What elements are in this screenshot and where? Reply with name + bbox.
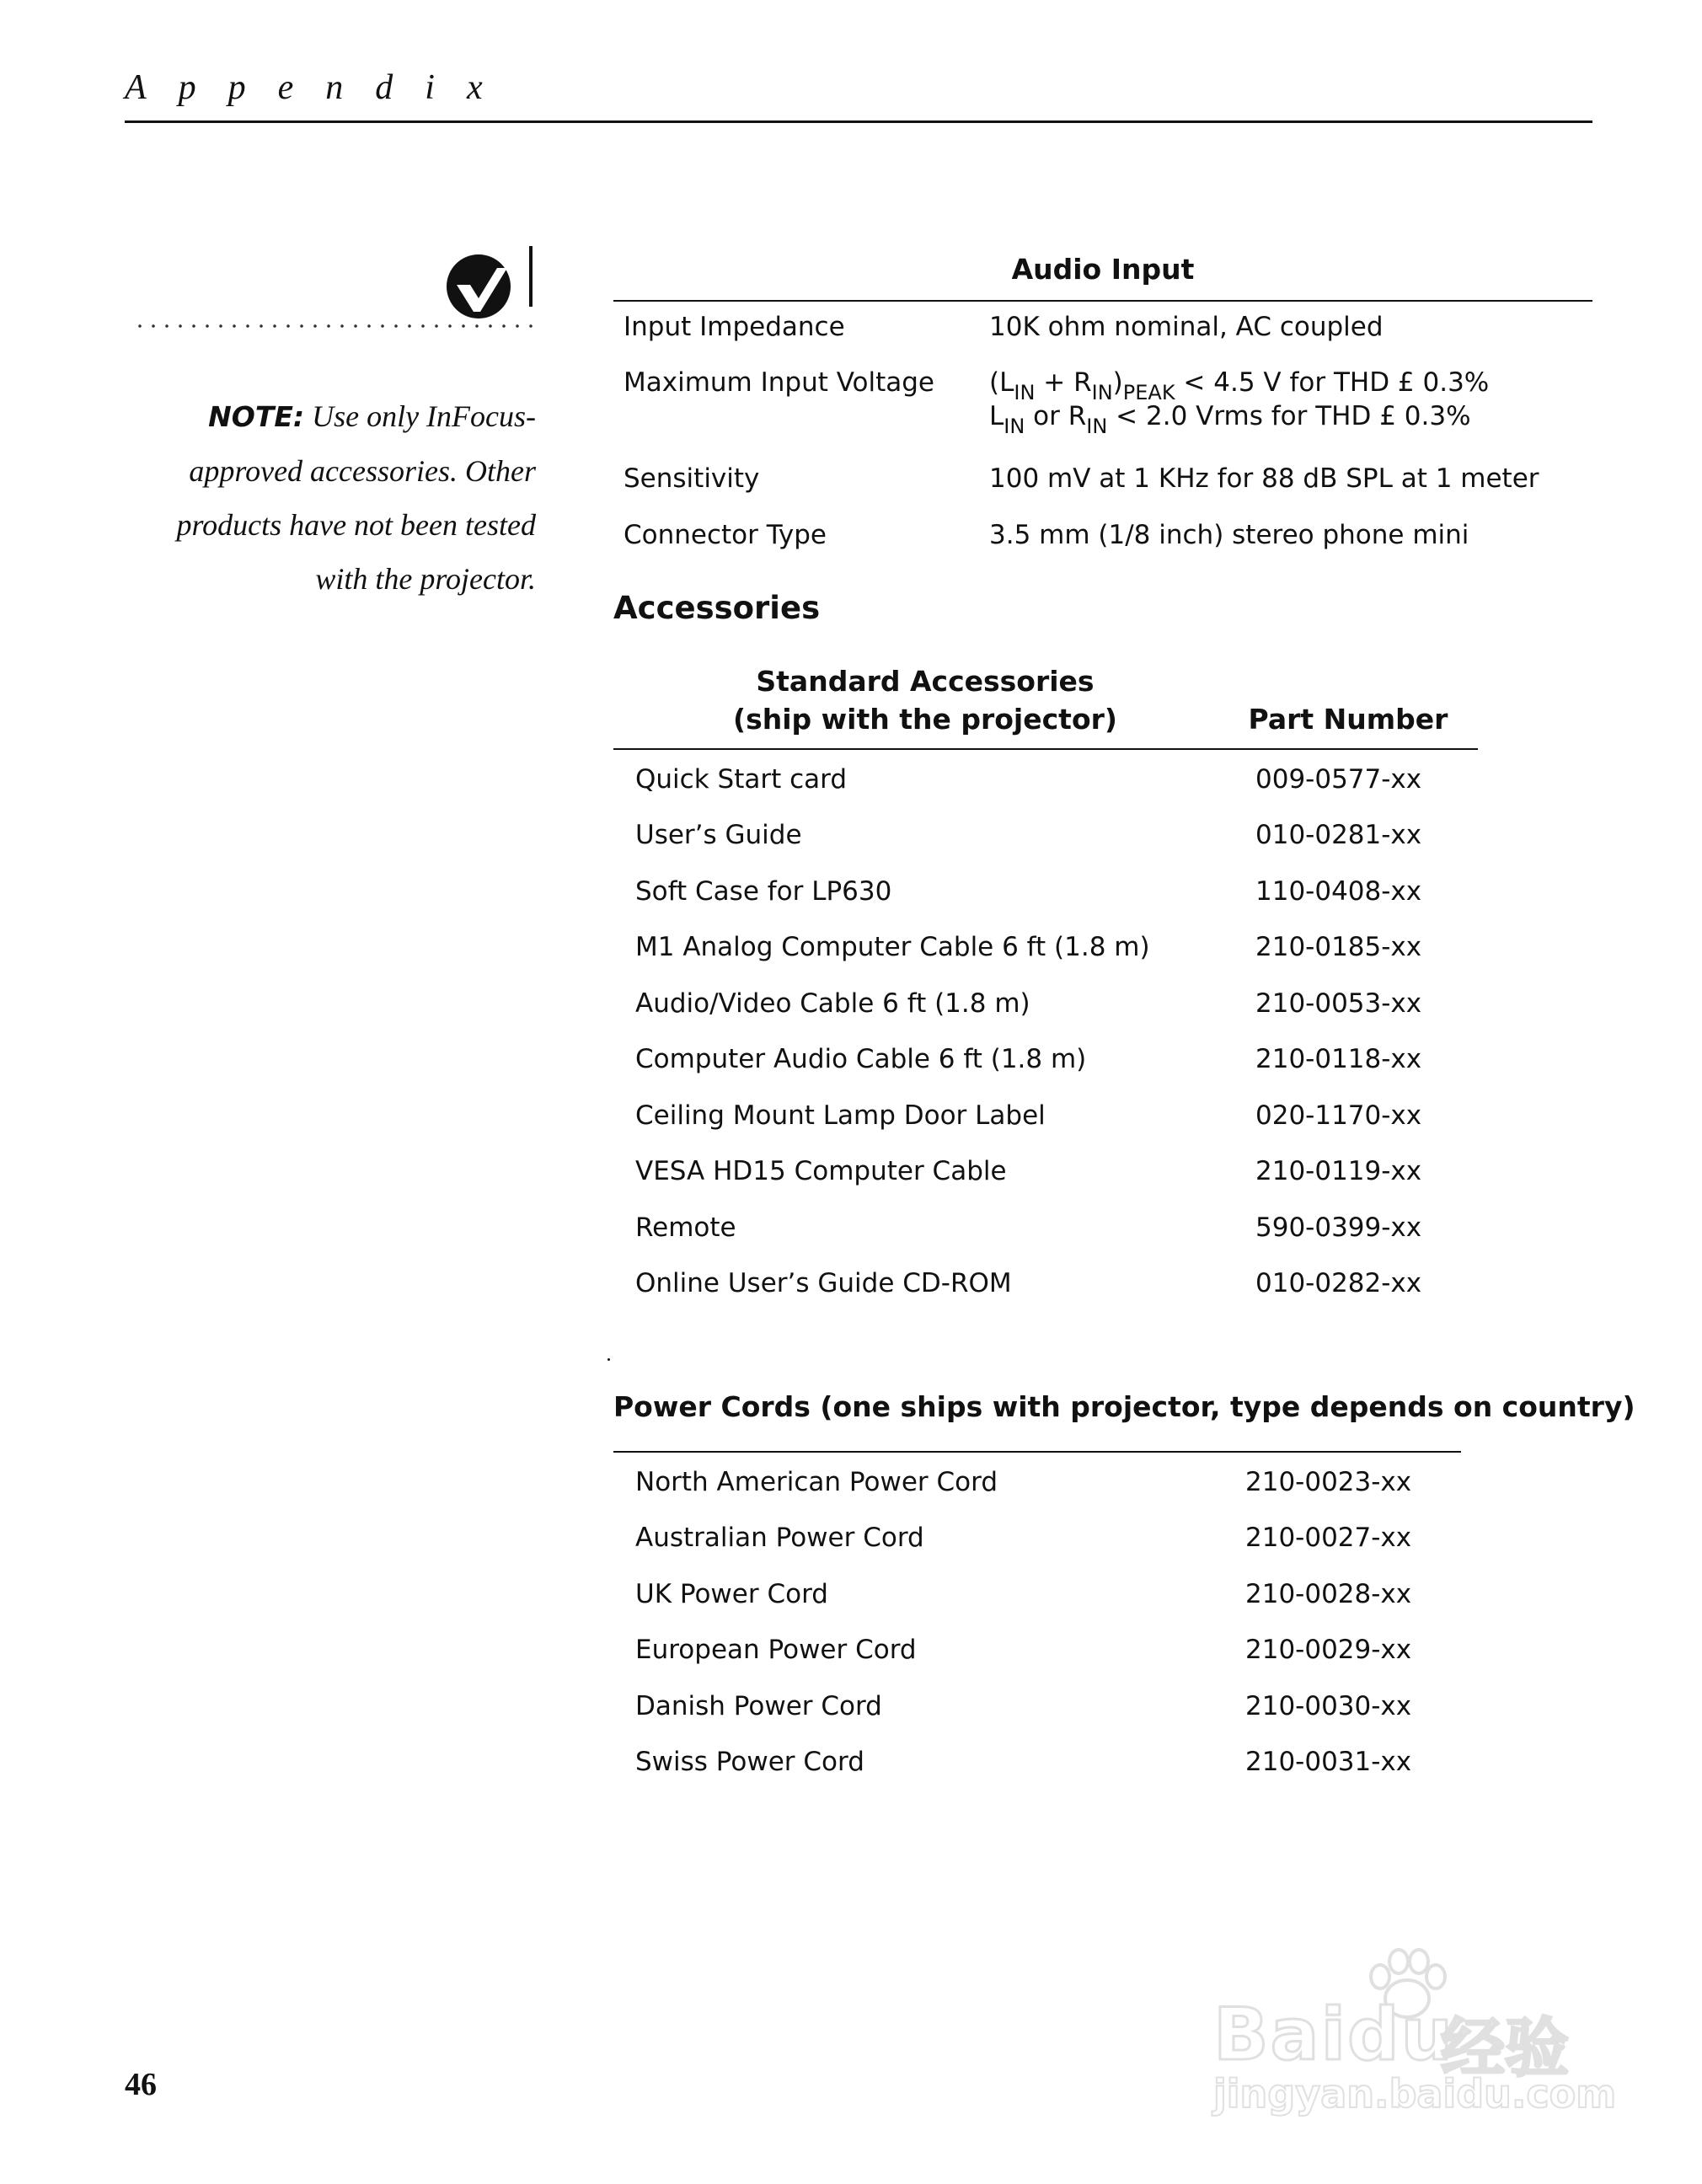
accessory-part: 010-0282-xx <box>1255 1268 1422 1298</box>
spec-value: 100 mV at 1 KHz for 88 dB SPL at 1 meter <box>989 463 1539 494</box>
part-number-header: Part Number <box>1248 703 1448 736</box>
power-cord-name: UK Power Cord <box>635 1579 828 1609</box>
accessory-name: VESA HD15 Computer Cable <box>635 1156 1007 1186</box>
power-cord-part: 210-0031-xx <box>1245 1747 1412 1777</box>
power-cord-name: North American Power Cord <box>635 1467 998 1497</box>
accessory-part: 009-0577-xx <box>1255 764 1422 795</box>
accessory-part: 590-0399-xx <box>1255 1212 1422 1243</box>
watermark-url: jingyan.baidu.com <box>1213 2071 1617 2117</box>
power-cord-part: 210-0030-xx <box>1245 1691 1412 1721</box>
accessory-name: M1 Analog Computer Cable 6 ft (1.8 m) <box>635 932 1150 962</box>
note-line-1: Use only InFocus- <box>304 399 536 433</box>
accessory-part: 010-0281-xx <box>1255 820 1422 850</box>
power-cord-part: 210-0028-xx <box>1245 1579 1412 1609</box>
spec-value-line-1: $(L_{IN} + R_{IN})_{PEAK} < 4.5$ V for THD £ 0.3% <box>989 367 1490 404</box>
accessory-name: Online User’s Guide CD-ROM <box>635 1268 1012 1298</box>
note-line-4: with the projector. <box>315 562 536 596</box>
watermark-brand: Baidu <box>1213 1993 1454 2077</box>
spec-label: Connector Type <box>624 520 827 550</box>
accessory-name: Soft Case for LP630 <box>635 876 892 907</box>
power-cord-part: 210-0027-xx <box>1245 1523 1412 1553</box>
checkmark-note-icon <box>445 253 512 320</box>
spec-value: 3.5 mm (1/8 inch) stereo phone mini <box>989 520 1469 550</box>
accessories-heading: Accessories <box>613 590 821 626</box>
note-line-3: products have not been tested <box>176 508 536 542</box>
watermark-cn: 经验 <box>1441 2010 1569 2085</box>
header-rule <box>125 120 1592 123</box>
accessory-part: 210-0185-xx <box>1255 932 1422 962</box>
accessory-part: 210-0119-xx <box>1255 1156 1422 1186</box>
spec-label: Sensitivity <box>624 463 760 494</box>
power-cord-name: Australian Power Cord <box>635 1523 924 1553</box>
note-divider-bar <box>529 246 533 307</box>
audio-input-rule <box>613 300 1592 302</box>
audio-input-title: Audio Input <box>1011 253 1195 286</box>
spec-value-line-2: $L_{IN}$ or $R_{IN} < 2.0$ Vrms for THD £ 0.3% <box>989 401 1471 438</box>
accessory-part: 110-0408-xx <box>1255 876 1422 907</box>
accessory-part: 020-1170-xx <box>1255 1100 1422 1131</box>
baidu-watermark <box>1213 1946 1618 2115</box>
power-cords-heading: Power Cords (one ships with projector, type depends on country) <box>613 1390 1635 1423</box>
dotted-separator <box>133 324 536 329</box>
spec-label: Input Impedance <box>624 312 845 342</box>
running-head: Appendix <box>125 68 515 107</box>
standard-accessories-header: Standard Accessories (ship with the projector) <box>733 665 1117 736</box>
page-number: 46 <box>125 2067 157 2102</box>
spec-label: Maximum Input Voltage <box>624 367 935 398</box>
accessory-name: Computer Audio Cable 6 ft (1.8 m) <box>635 1044 1087 1074</box>
power-cord-name: Swiss Power Cord <box>635 1747 864 1777</box>
power-cord-part: 210-0023-xx <box>1245 1467 1412 1497</box>
power-cord-name: European Power Cord <box>635 1635 917 1665</box>
accessory-name: Remote <box>635 1212 736 1243</box>
accessories-rule <box>613 748 1478 750</box>
spec-value: 10K ohm nominal, AC coupled <box>989 312 1384 342</box>
accessory-name: Quick Start card <box>635 764 848 795</box>
power-cord-name: Danish Power Cord <box>635 1691 882 1721</box>
accessory-part: 210-0118-xx <box>1255 1044 1422 1074</box>
note-line-2: approved accessories. Other <box>189 454 536 488</box>
stray-dot <box>607 1358 610 1361</box>
accessory-name: Ceiling Mount Lamp Door Label <box>635 1100 1046 1131</box>
note-label: NOTE: <box>208 400 305 433</box>
accessory-name: Audio/Video Cable 6 ft (1.8 m) <box>635 988 1030 1019</box>
power-cord-part: 210-0029-xx <box>1245 1635 1412 1665</box>
margin-note <box>126 389 536 606</box>
accessory-part: 210-0053-xx <box>1255 988 1422 1019</box>
accessory-name: User’s Guide <box>635 820 802 850</box>
power-cords-rule <box>613 1451 1461 1453</box>
